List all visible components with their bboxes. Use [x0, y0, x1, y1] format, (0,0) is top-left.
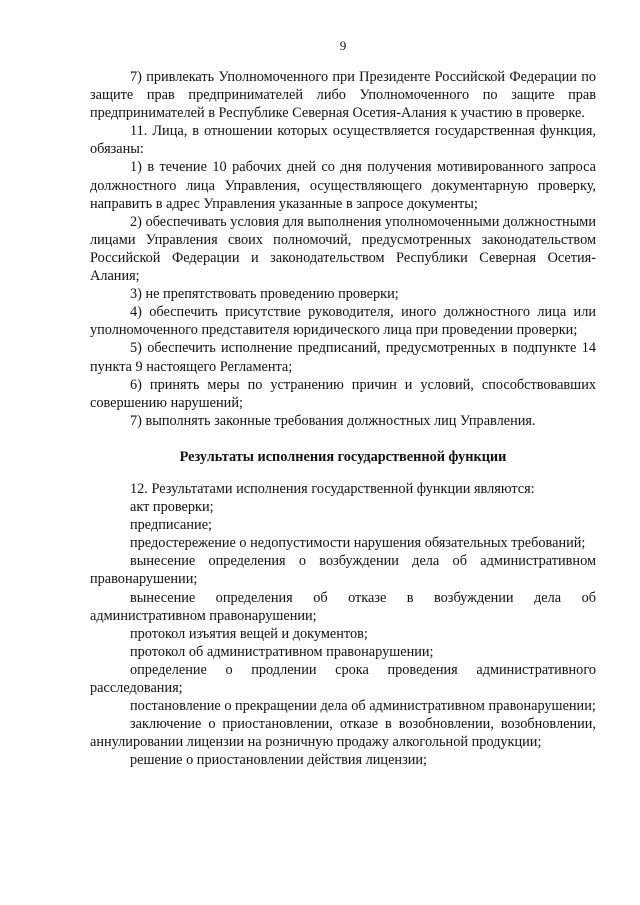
- paragraph-11-obligations: 11. Лица, в отношении которых осуществляется государственная функция, обязаны:: [90, 123, 596, 158]
- document-body: [90, 68, 596, 769]
- obligation-item-3: 3) не препятствовать проведению проверки;: [130, 286, 399, 303]
- result-item-warning: предостережение о недопустимости нарушения обязательных требований;: [130, 535, 586, 552]
- result-item-investigation-extension: определение о продлении срока проведения административного расследования;: [90, 661, 596, 696]
- obligation-item-6: 6) принять меры по устранению причин и условий, способствовавших совершению нарушений;: [90, 376, 596, 411]
- obligation-item-4: 4) обеспечить присутствие руководителя, иного должностного лица или уполномоченного представителя юридического лица при проведении проверки;: [90, 304, 596, 339]
- result-item-case-refusal: вынесение определения об отказе в возбуждении дела об административном правонарушении;: [90, 589, 596, 624]
- result-item-case-termination: постановление о прекращении дела об административном правонарушении;: [130, 698, 596, 715]
- document-page: [90, 0, 596, 905]
- result-item-offense-protocol: протокол об административном правонарушении;: [130, 643, 434, 660]
- result-item-license-conclusion: заключение о приостановлении, отказе в возобновлении, возобновлении, аннулировании лицензии на розничную продажу алкогольной продукции;: [90, 716, 596, 751]
- obligation-item-5: 5) обеспечить исполнение предписаний, предусмотренных в подпункте 14 пункта 9 настоящего Регламента;: [90, 340, 596, 375]
- result-item-license-suspension: решение о приостановлении действия лицензии;: [130, 752, 428, 769]
- result-item-inspection-act: акт проверки;: [130, 499, 214, 516]
- page-number: 9: [339, 38, 347, 53]
- result-item-case-initiation: вынесение определения о возбуждении дела об административном правонарушении;: [90, 553, 596, 588]
- obligation-item-7: 7) выполнять законные требования должностных лиц Управления.: [130, 412, 536, 429]
- section-heading: Результаты исполнения государственной функции: [179, 448, 507, 465]
- obligation-item-1: 1) в течение 10 рабочих дней со дня получения мотивированного запроса должностного лица Управления, осуществляющего документарную проверку, направить в адрес Управления указанные в запросе документы;: [90, 159, 596, 212]
- paragraph-12-results: 12. Результатами исполнения государственной функции являются:: [130, 480, 535, 497]
- result-item-order: предписание;: [130, 517, 213, 534]
- obligation-item-2: 2) обеспечивать условия для выполнения уполномоченными должностными лицами Управления своих полномочий, предусмотренных законодательством Российской Федерации и законодательством Республики Северная Осетия-Алания;: [90, 213, 596, 285]
- paragraph-item-7-ombudsman: 7) привлекать Уполномоченного при Президенте Российской Федерации по защите прав предпринимателей либо Уполномоченного по защите прав предпринимателей в Республике Северная Осетия-Алания к участию в проверке.: [90, 69, 596, 122]
- result-item-seizure-protocol: протокол изъятия вещей и документов;: [130, 625, 368, 642]
